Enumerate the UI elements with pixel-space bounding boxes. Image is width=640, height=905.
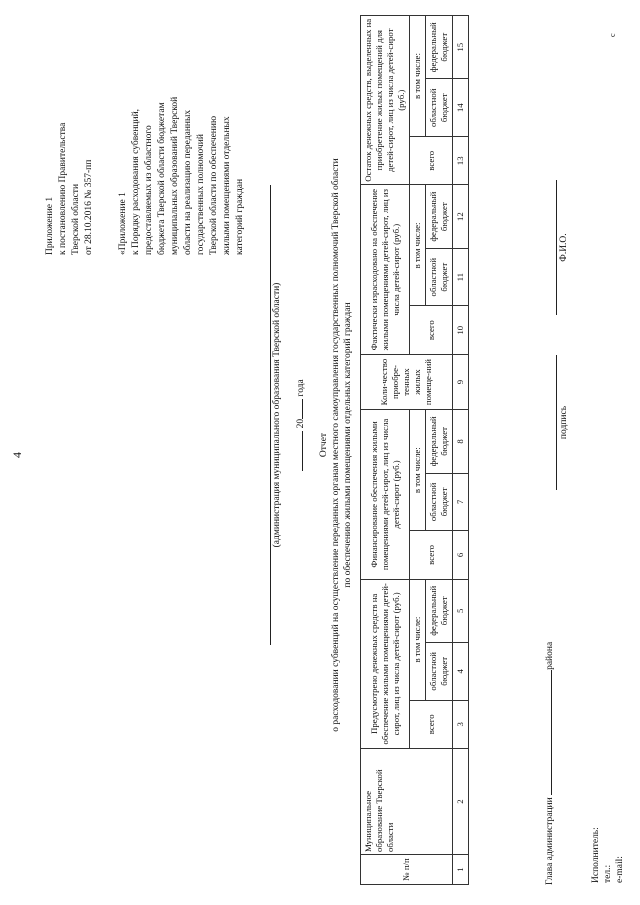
column-number: 2 [453, 749, 469, 855]
appendix-quote-line: государственных полномочий [196, 134, 206, 255]
fio-caption: Ф.И.О. [556, 180, 569, 315]
executor-email: e-mail: [615, 856, 625, 883]
appendix-quote-line: «Приложение 1 [118, 192, 128, 255]
report-table [360, 15, 469, 885]
executor-phone: тел.: [603, 864, 613, 883]
column-number: 4 [453, 642, 469, 700]
year-prefix: 20 [296, 418, 306, 429]
column-number: 10 [453, 306, 469, 354]
report-title-block [318, 135, 354, 755]
column-number-row [453, 16, 469, 885]
signature-head [545, 642, 555, 885]
column-number: 5 [453, 579, 469, 642]
appendix-line: Тверской области [71, 183, 81, 255]
column-number: 14 [453, 79, 469, 137]
appendix-line: Приложение 1 [45, 196, 55, 255]
appendix-block [44, 15, 96, 255]
header-federal: федеральный бюджет [426, 185, 453, 248]
appendix-quote-line: муниципальных образований Тверской [170, 96, 180, 255]
corner-mark: с [608, 33, 617, 37]
header-total: всего [410, 306, 453, 354]
district-blank [551, 670, 552, 795]
header-total: всего [410, 700, 453, 748]
header-federal: федеральный бюджет [426, 16, 453, 79]
appendix-quote-line: предоставляемых из областного [144, 125, 154, 255]
year-line [296, 195, 306, 655]
appendix-quote-line: бюджета Тверской области бюджетам [157, 102, 167, 255]
column-number: 8 [453, 410, 469, 473]
column-number: 9 [453, 354, 469, 409]
appendix-line: к постановлению Правительства [58, 122, 68, 255]
header-count: Коли-чество приобре-тенных жилых помеще-ний [361, 354, 453, 409]
header-actual: Фактически израсходовано на обеспечение жилыми помещениями детей-сирот, лиц из числа детей-сирот (руб.) [361, 185, 410, 354]
column-number: 11 [453, 248, 469, 306]
header-regional: областной бюджет [426, 248, 453, 306]
signature-caption: подпись [556, 355, 569, 490]
header-regional: областной бюджет [426, 642, 453, 700]
header-federal: федеральный бюджет [426, 410, 453, 473]
column-number: 7 [453, 473, 469, 531]
header-total: всего [410, 531, 453, 579]
executor-label: Исполнитель: [591, 827, 601, 883]
appendix-quote-line: жилыми помещениями отдельных [222, 116, 232, 255]
appendix-quote-block [117, 15, 247, 255]
header-regional: областной бюджет [426, 473, 453, 531]
header-including: в том числе: [410, 410, 426, 531]
column-number: 1 [453, 855, 469, 885]
header-total: всего [410, 137, 453, 185]
report-subtitle-1: о расходовании субвенций на осуществление переданных органам местного самоуправления государственных полномочий Тверской области [331, 158, 341, 732]
header-including: в том числе: [410, 185, 426, 306]
column-number: 13 [453, 137, 469, 185]
header-including: в том числе: [410, 16, 426, 137]
column-number: 15 [453, 16, 469, 79]
header-remaining: Остаток денежных средств, выделенных на приобретение жилых помещений для детей-сирот, лиц из числа детей-сирот (руб.) [361, 16, 410, 185]
executor-block [590, 827, 626, 883]
header-including: в том числе: [410, 579, 426, 700]
appendix-quote-line: Тверской области по обеспечению [209, 115, 219, 255]
district-label: района [545, 641, 555, 670]
year-blank [302, 399, 303, 419]
appendix-quote-line: к Порядку расходования субвенций, [131, 108, 141, 255]
year-suffix: года [296, 379, 306, 397]
column-number: 6 [453, 531, 469, 579]
report-title: Отчет [319, 432, 329, 458]
appendix-quote-line: категорий граждан [235, 178, 245, 255]
appendix-quote-line: области на реализацию переданных [183, 109, 193, 255]
report-subtitle-2: по обеспечению жилыми помещениями отдельных категорий граждан [343, 302, 353, 588]
page-number: 4 [10, 452, 24, 458]
header-municipality: Муниципальное образование Тверской области [361, 749, 453, 855]
head-label: Глава администрации [545, 797, 555, 885]
column-number: 12 [453, 185, 469, 248]
admin-caption: (администрация муниципального образования Тверской области) [270, 185, 282, 645]
column-number: 3 [453, 700, 469, 748]
header-federal: федеральный бюджет [426, 579, 453, 642]
year-blank-start [302, 431, 303, 471]
header-num: № п/п [361, 855, 453, 885]
header-regional: областной бюджет [426, 79, 453, 137]
header-financing: Финансирование обеспечения жилыми помещениями детей-сирот, лиц из числа детей-сирот (руб.) [361, 410, 410, 579]
header-planned: Предусмотрено денежных средств на обеспечение жилыми помещениями детей-сирот, лиц из числа детей-сирот (руб.) [361, 579, 410, 748]
appendix-line: от 28.10.2016 № 357-пп [84, 159, 94, 255]
